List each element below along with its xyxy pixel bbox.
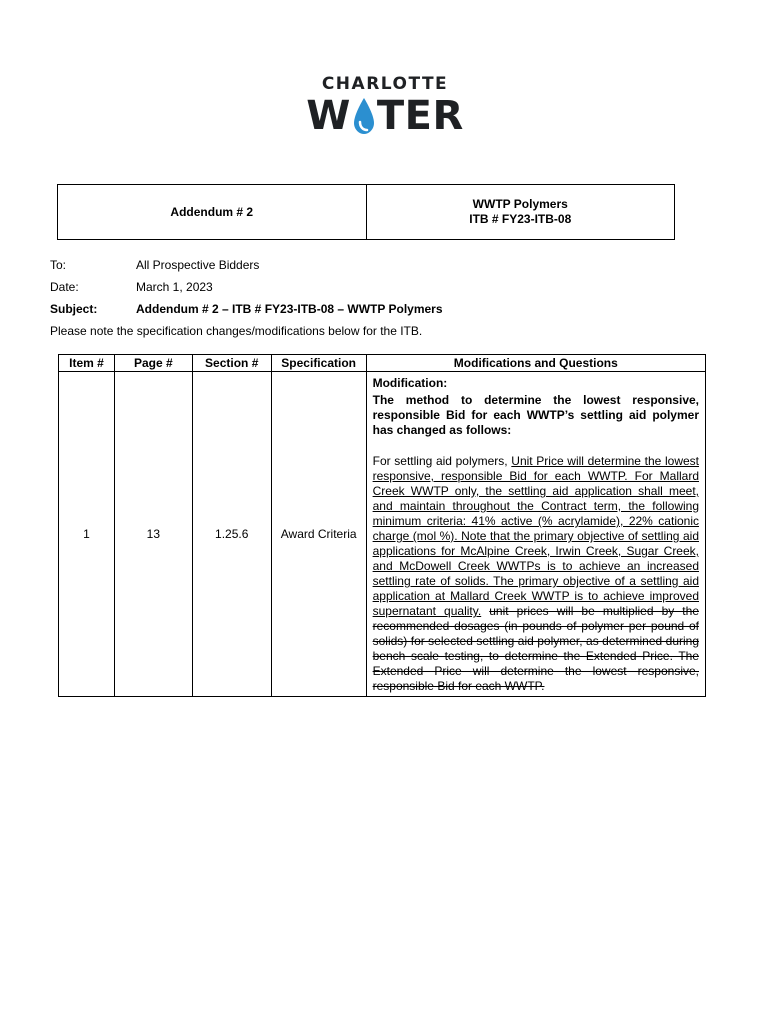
project-title: WWTP Polymers xyxy=(472,197,568,211)
addendum-header-box xyxy=(57,184,675,240)
addendum-label-cell xyxy=(58,185,367,239)
date-label: Date: xyxy=(50,280,79,294)
modification-added-text: Unit Price will determine the lowest responsive, responsible Bid for each WWTP. For Mallard Creek WWTP only, the settling aid application shall meet, and maintain throughout the Contract term, the following minimum criteria: 41% active (% acrylamide), 22% cationic charge (mol %). Note that the primary objective of settling aid applications for McAlpine Creek, Irwin Creek, Sugar Creek, and McDowell Creek WWTPs is to achieve an increased settling rate of solids. The primary objective of a settling aid application at Mallard Creek WWTP is to achieve improved supernatant quality. xyxy=(372,454,699,618)
project-cell xyxy=(367,185,675,239)
cell-specification: Award Criteria xyxy=(271,372,366,697)
charlotte-water-logo xyxy=(0,74,770,139)
modification-intro: The method to determine the lowest responsive, responsible Bid for each WWTP’s settling aid polymer has changed as follows: xyxy=(372,393,699,437)
itb-number: ITB # FY23-ITB-08 xyxy=(469,212,572,226)
to-label: To: xyxy=(50,258,67,272)
logo-top-text: CHARLOTTE xyxy=(321,74,449,94)
logo-bottom-right: TER xyxy=(376,93,464,139)
logo-bottom-text xyxy=(306,93,464,139)
modification-body xyxy=(373,454,699,694)
addendum-label: Addendum # 2 xyxy=(170,204,254,219)
header-page: Page # xyxy=(114,355,192,372)
table-row xyxy=(59,372,706,697)
subject-label: Subject: xyxy=(50,302,98,316)
cell-modifications xyxy=(366,372,705,697)
header-item: Item # xyxy=(59,355,115,372)
logo-bottom-left: W xyxy=(306,93,351,139)
cell-item: 1 xyxy=(59,372,115,697)
modification-deleted-text: unit prices will be multiplied by the recommended dosages (in pounds of polymer per pound of solids) for selected settling aid polymer, as determined during bench scale testing, to determine the Extended Price. The Extended Price will determine the lowest responsive, responsible Bid for each WWTP. xyxy=(372,604,699,693)
subject-value: Addendum # 2 – ITB # FY23-ITB-08 – WWTP Polymers xyxy=(136,302,443,316)
date-value: March 1, 2023 xyxy=(136,280,213,294)
cell-section: 1.25.6 xyxy=(192,372,271,697)
header-section: Section # xyxy=(192,355,271,372)
water-drop-icon xyxy=(351,96,377,136)
table-header-row xyxy=(59,355,706,372)
to-value: All Prospective Bidders xyxy=(136,258,260,272)
modification-label: Modification: xyxy=(372,376,448,390)
modification-plain-text: For settling aid polymers, xyxy=(372,454,512,468)
header-specification: Specification xyxy=(271,355,366,372)
intro-note: Please note the specification changes/modifications below for the ITB. xyxy=(50,324,423,338)
cell-page: 13 xyxy=(114,372,192,697)
header-modifications: Modifications and Questions xyxy=(366,355,705,372)
modifications-table xyxy=(58,354,706,697)
